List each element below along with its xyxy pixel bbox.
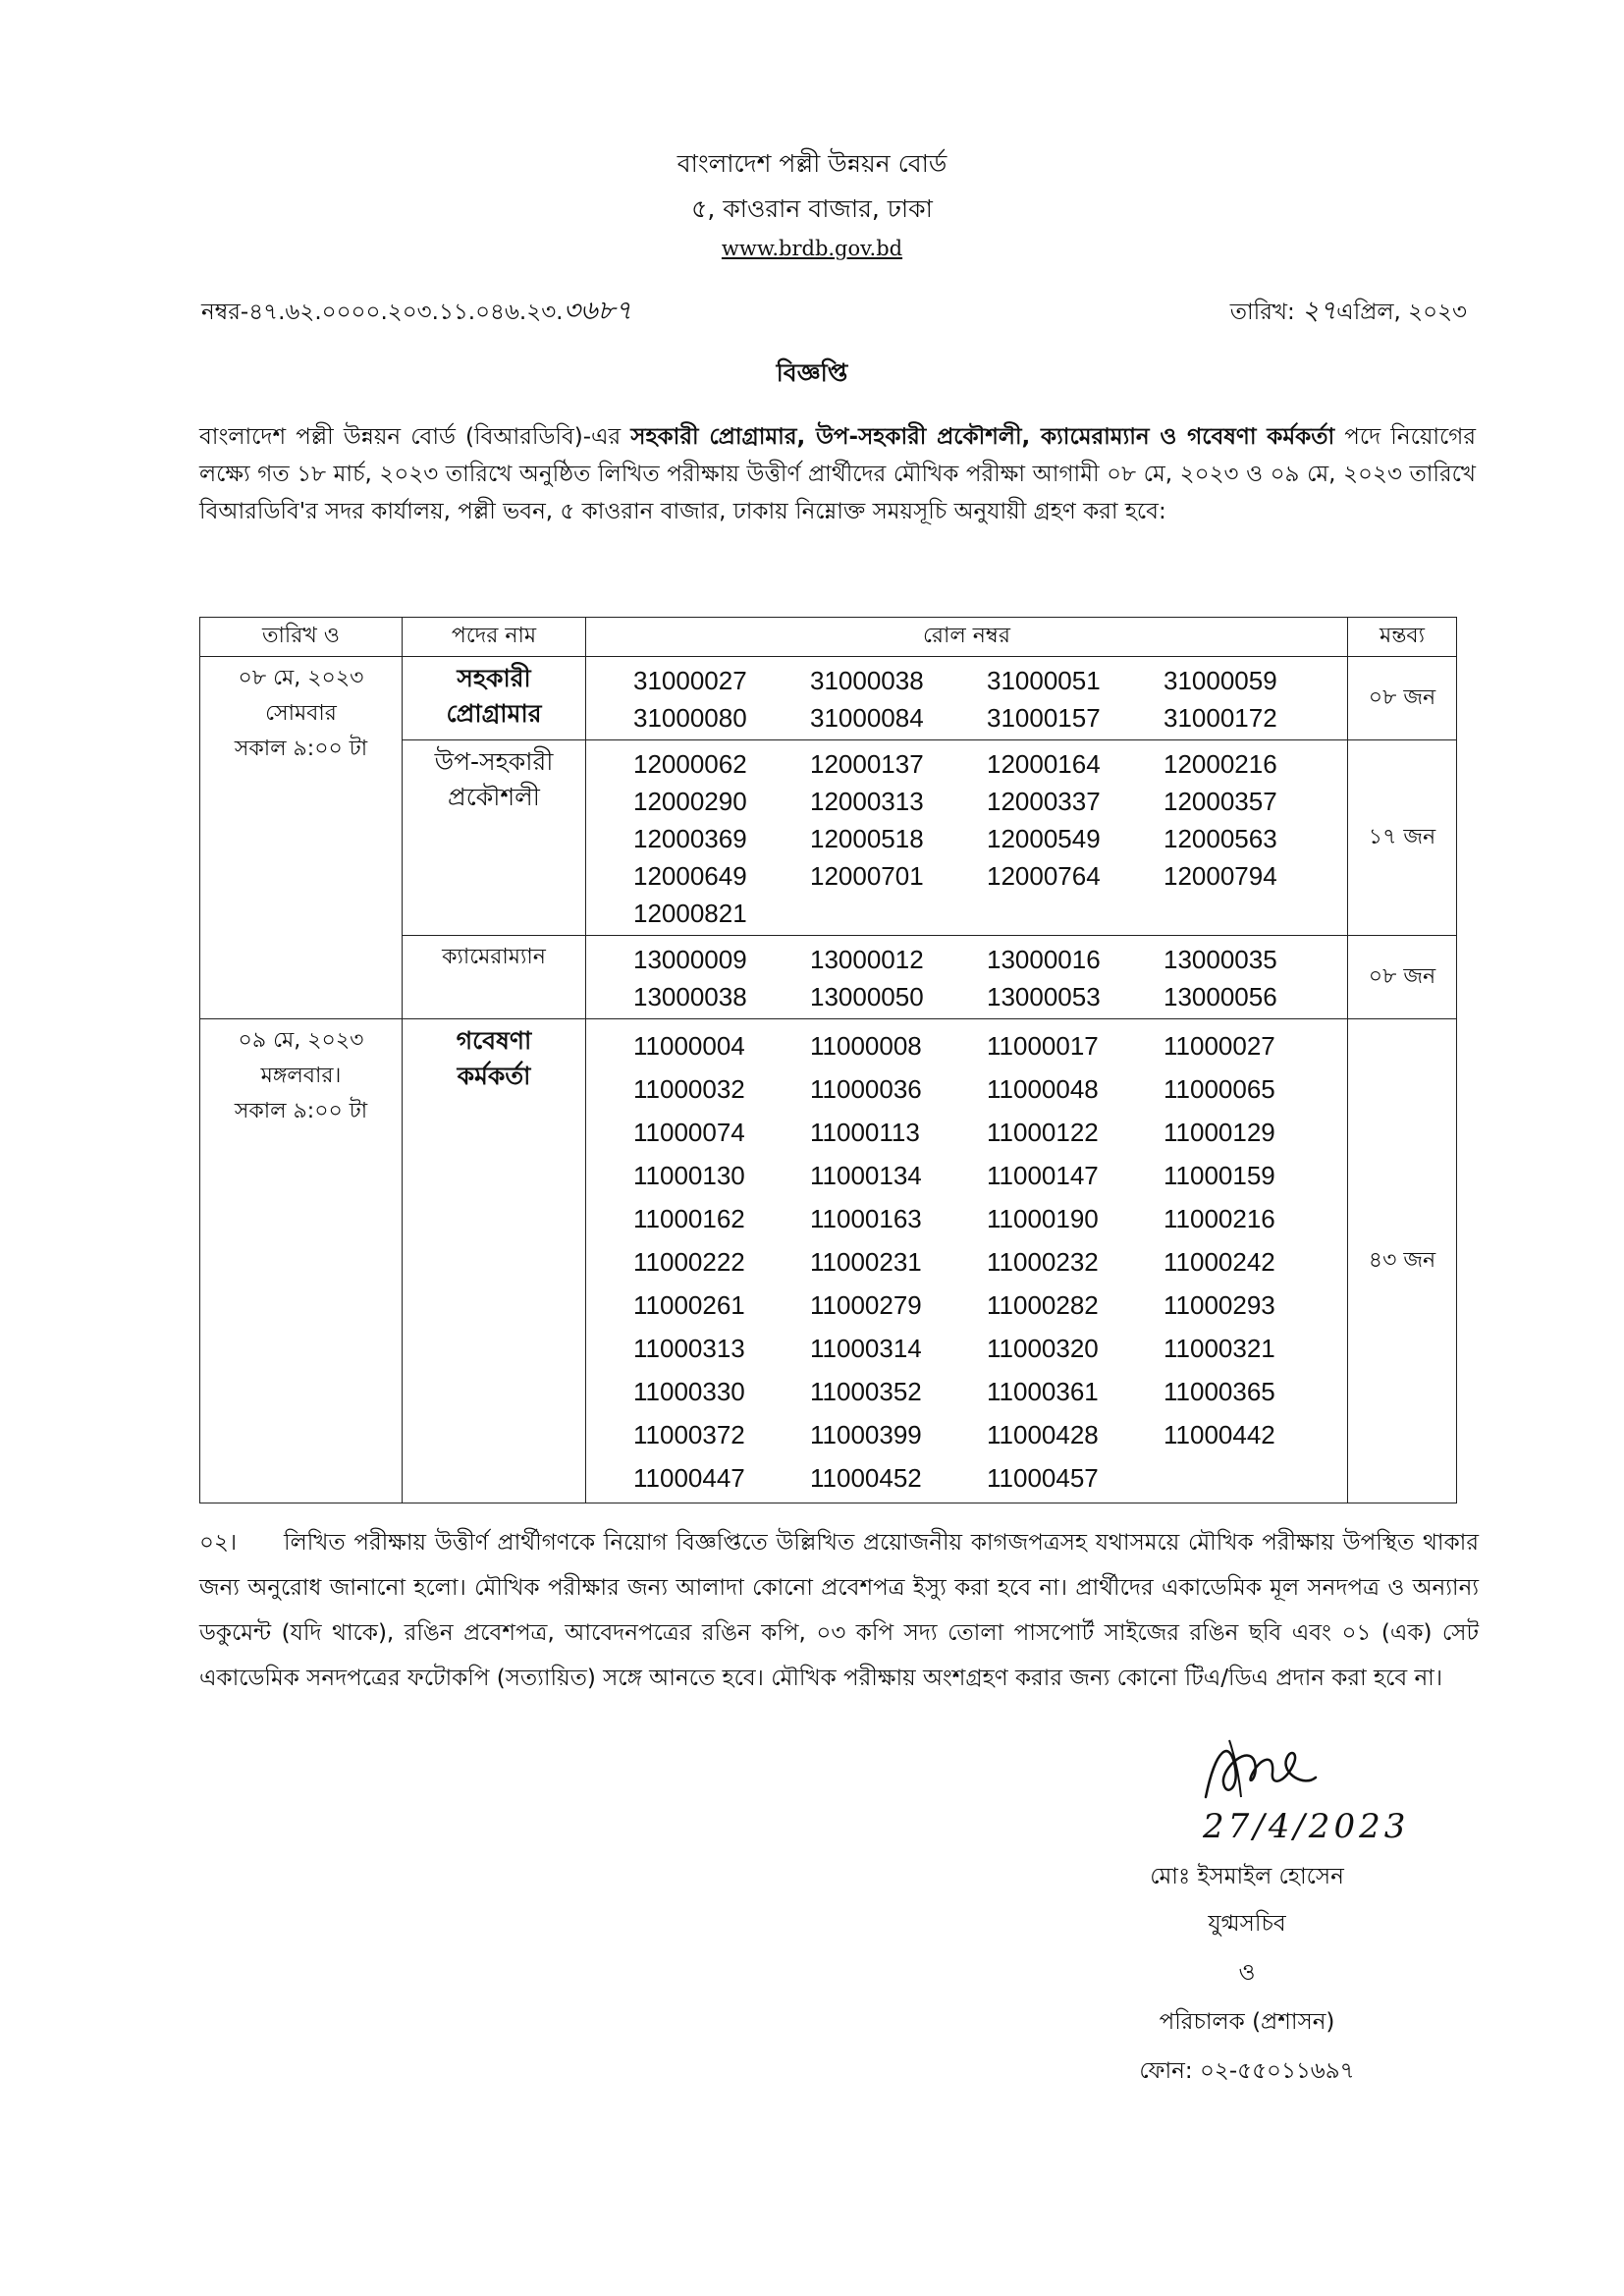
roll-numbers-cell bbox=[586, 936, 1348, 1019]
roll-number: 11000242 bbox=[1164, 1247, 1275, 1277]
schedule-day: সোমবার bbox=[265, 701, 337, 726]
roll-number: 31000084 bbox=[810, 703, 924, 733]
roll-number: 31000059 bbox=[1164, 666, 1277, 695]
table-header-row bbox=[200, 618, 1457, 657]
candidate-count: ১৭ জন bbox=[1348, 740, 1457, 936]
roll-number: 12000337 bbox=[987, 787, 1101, 816]
roll-number: 11000065 bbox=[1164, 1074, 1275, 1104]
roll-number: 12000290 bbox=[633, 787, 747, 816]
roll-number: 12000549 bbox=[987, 824, 1101, 853]
roll-number: 11000048 bbox=[987, 1074, 1099, 1104]
table-row bbox=[200, 1019, 1457, 1503]
roll-number: 11000313 bbox=[633, 1334, 745, 1363]
roll-number: 12000062 bbox=[633, 749, 747, 779]
signatory-phone: ফোন: ০২-৫৫০১১৬৯৭ bbox=[1139, 2058, 1355, 2084]
signature-date-handwritten: 27/4/2023 bbox=[1203, 1807, 1410, 1846]
roll-number: 12000357 bbox=[1164, 787, 1277, 816]
roll-number: 11000279 bbox=[810, 1290, 922, 1320]
roll-number: 31000051 bbox=[987, 666, 1101, 695]
signatory-role: পরিচালক (প্রশাসন) bbox=[1159, 2009, 1335, 2035]
roll-number: 11000162 bbox=[633, 1204, 745, 1233]
roll-number: 12000649 bbox=[633, 861, 747, 891]
roll-number: 11000399 bbox=[810, 1420, 922, 1449]
roll-number: 31000038 bbox=[810, 666, 924, 695]
roll-number: 11000159 bbox=[1164, 1161, 1275, 1190]
roll-number: 11000004 bbox=[633, 1031, 745, 1061]
schedule-date-cell bbox=[200, 1019, 403, 1503]
roll-number: 12000794 bbox=[1164, 861, 1277, 891]
roll-number: 12000563 bbox=[1164, 824, 1277, 853]
post-name-cell bbox=[403, 740, 586, 936]
roll-number: 11000129 bbox=[1164, 1118, 1275, 1147]
candidate-count: ৪৩ জন bbox=[1348, 1019, 1457, 1503]
roll-number-list bbox=[633, 746, 1347, 931]
candidate-count: ০৮ জন bbox=[1348, 657, 1457, 740]
signatory-name: মোঃ ইসমাইল হোসেন bbox=[1150, 1864, 1344, 1889]
table-row bbox=[200, 657, 1457, 740]
roll-numbers-cell bbox=[586, 657, 1348, 740]
roll-number: 11000442 bbox=[1164, 1420, 1275, 1449]
intro-text-2: পদে নিয়োগের লক্ষ্যে গত ১৮ মার্চ, ২০২৩ তারিখে অনুষ্ঠিত লিখিত পরীক্ষায় উত্তীর্ণ প্রার্থীদের মৌখিক পরীক্ষা আগামী ০৮ মে, ২০২৩ ও ০৯ মে, ২০২৩ তারিখে বিআরডিবি'র সদর কার্যালয়, পল্লী ভবন, ৫ কাওরান বাজার, ঢাকায় নিম্নোক্ত সময়সূচি অনুযায়ী গ্রহণ করা হবে: bbox=[199, 424, 1477, 524]
roll-number: 13000035 bbox=[1164, 945, 1277, 974]
roll-number: 11000122 bbox=[987, 1118, 1099, 1147]
instructions-paragraph bbox=[199, 1520, 1479, 1701]
schedule-date: ০৮ মে, ২০২৩ bbox=[238, 666, 364, 690]
roll-number: 11000113 bbox=[810, 1118, 920, 1147]
roll-numbers-cell bbox=[586, 740, 1348, 936]
post-name-line2: কর্মকর্তা bbox=[457, 1062, 531, 1090]
signatory-designation: যুগ্মসচিব bbox=[1208, 1911, 1286, 1937]
post-name-line1: গবেষণা bbox=[456, 1026, 532, 1055]
organization-address: ৫, কাওরান বাজার, ঢাকা bbox=[691, 194, 933, 223]
memo-number-label: নম্বর-৪৭.৬২.০০০০.২০৩.১১.০৪৬.২৩. bbox=[201, 300, 564, 325]
roll-number: 12000821 bbox=[633, 899, 747, 928]
intro-paragraph bbox=[199, 418, 1476, 530]
roll-number: 11000216 bbox=[1164, 1204, 1275, 1233]
roll-number: 11000032 bbox=[633, 1074, 745, 1104]
roll-number: 11000428 bbox=[987, 1420, 1099, 1449]
signatory-conjunction: ও bbox=[1238, 1960, 1256, 1986]
roll-number: 13000050 bbox=[810, 982, 924, 1011]
roll-number: 11000036 bbox=[810, 1074, 922, 1104]
roll-number: 11000293 bbox=[1164, 1290, 1275, 1320]
roll-number: 12000164 bbox=[987, 749, 1101, 779]
roll-number: 31000157 bbox=[987, 703, 1101, 733]
paragraph-number: ০২। bbox=[199, 1530, 238, 1556]
roll-number: 11000365 bbox=[1164, 1377, 1275, 1406]
roll-number: 11000372 bbox=[633, 1420, 745, 1449]
schedule-day: মঙ্গলবার। bbox=[260, 1064, 342, 1088]
roll-number: 11000147 bbox=[987, 1161, 1099, 1190]
roll-number: 11000314 bbox=[810, 1334, 922, 1363]
roll-number: 13000053 bbox=[987, 982, 1101, 1011]
candidate-count: ০৮ জন bbox=[1348, 936, 1457, 1019]
roll-number: 12000518 bbox=[810, 824, 924, 853]
roll-number: 12000313 bbox=[810, 787, 924, 816]
roll-number-list bbox=[633, 942, 1347, 1014]
roll-number-list bbox=[633, 1025, 1347, 1499]
roll-number: 13000038 bbox=[633, 982, 747, 1011]
issue-date bbox=[1230, 291, 1467, 335]
roll-number: 11000163 bbox=[810, 1204, 922, 1233]
roll-number: 31000027 bbox=[633, 666, 747, 695]
post-name-cell bbox=[403, 1019, 586, 1503]
roll-number: 11000452 bbox=[810, 1463, 922, 1493]
roll-number: 11000027 bbox=[1164, 1031, 1275, 1061]
post-name-line1: উপ-সহকারী bbox=[434, 747, 554, 776]
roll-number: 12000764 bbox=[987, 861, 1101, 891]
roll-number: 11000321 bbox=[1164, 1334, 1275, 1363]
roll-number: 13000012 bbox=[810, 945, 924, 974]
organization-name: বাংলাদেশ পল্লী উন্নয়ন বোর্ড bbox=[677, 149, 947, 178]
roll-number: 31000080 bbox=[633, 703, 747, 733]
roll-numbers-cell bbox=[586, 1019, 1348, 1503]
issue-date-label: তারিখ: bbox=[1229, 300, 1295, 325]
roll-number: 11000130 bbox=[633, 1161, 745, 1190]
roll-number: 11000282 bbox=[987, 1290, 1099, 1320]
roll-number: 13000016 bbox=[987, 945, 1101, 974]
roll-number: 12000701 bbox=[810, 861, 924, 891]
schedule-date: ০৯ মে, ২০২৩ bbox=[238, 1028, 364, 1053]
roll-number: 13000009 bbox=[633, 945, 747, 974]
schedule-time: সকাল ৯:০০ টা bbox=[234, 1099, 368, 1123]
roll-number: 12000369 bbox=[633, 824, 747, 853]
roll-number-list bbox=[633, 663, 1347, 736]
intro-posts-bold: সহকারী প্রোগ্রামার, উপ-সহকারী প্রকৌশলী, ক্যামেরাম্যান ও গবেষণা কর্মকর্তা bbox=[630, 424, 1335, 450]
post-name-line1: সহকারী bbox=[457, 664, 531, 692]
issue-date-day-handwritten: ২৭ bbox=[1302, 296, 1337, 326]
roll-number: 12000137 bbox=[810, 749, 924, 779]
post-name-cell bbox=[403, 936, 586, 1019]
post-name-cell bbox=[403, 657, 586, 740]
memo-number-handwritten: ৩৬৮৭ bbox=[563, 296, 632, 326]
roll-number: 11000330 bbox=[633, 1377, 745, 1406]
header-remarks: মন্তব্য bbox=[1348, 618, 1457, 657]
issue-date-rest: এপ্রিল, ২০২৩ bbox=[1336, 300, 1467, 325]
roll-number: 11000261 bbox=[633, 1290, 745, 1320]
roll-number: 11000222 bbox=[633, 1247, 745, 1277]
roll-number: 11000008 bbox=[810, 1031, 922, 1061]
header-post: পদের নাম bbox=[403, 618, 586, 657]
interview-schedule-table bbox=[199, 617, 1457, 1503]
roll-number: 11000074 bbox=[633, 1118, 745, 1147]
paragraph-text: লিখিত পরীক্ষায় উত্তীর্ণ প্রার্থীগণকে নিয়োগ বিজ্ঞপ্তিতে উল্লিখিত প্রয়োজনীয় কাগজপত্রসহ যথাসময়ে মৌখিক পরীক্ষায় উপস্থিত থাকার জন্য অনুরোধ জানানো হলো। মৌখিক পরীক্ষার জন্য আলাদা কোনো প্রবেশপত্র ইস্যু করা হবে না। প্রার্থীদের একাডেমিক মূল সনদপত্র ও অন্যান্য ডকুমেন্ট (যদি থাকে), রঙিন প্রবেশপত্র, আবেদনপত্রের রঙিন কপি, ০৩ কপি সদ্য তোলা পাসপোর্ট সাইজের রঙিন ছবি এবং ০১ (এক) সেট একাডেমিক সনদপত্রের ফটোকপি (সত্যায়িত) সঙ্গে আনতে হবে। মৌখিক পরীক্ষায় অংশগ্রহণ করার জন্য কোনো টিএ/ডিএ প্রদান করা হবে না। bbox=[199, 1530, 1479, 1691]
roll-number: 31000172 bbox=[1164, 703, 1277, 733]
roll-number: 11000361 bbox=[987, 1377, 1099, 1406]
post-name-line2: প্রকৌশলী bbox=[448, 783, 540, 811]
post-name-line2: প্রোগ্রামার bbox=[446, 699, 542, 728]
roll-number: 11000352 bbox=[810, 1377, 922, 1406]
post-name-line1: ক্যামেরাম্যান bbox=[442, 945, 546, 969]
schedule-time: সকাল ৯:০০ টা bbox=[234, 737, 368, 761]
roll-number: 11000457 bbox=[987, 1463, 1099, 1493]
header-date: তারিখ ও bbox=[200, 618, 403, 657]
intro-text-1: বাংলাদেশ পল্লী উন্নয়ন বোর্ড (বিআরডিবি)-এর bbox=[199, 424, 631, 450]
roll-number: 11000447 bbox=[633, 1463, 745, 1493]
notice-title: বিজ্ঞপ্তি bbox=[776, 358, 848, 387]
roll-number: 11000232 bbox=[987, 1247, 1099, 1277]
roll-number: 11000231 bbox=[810, 1247, 922, 1277]
schedule-date-cell bbox=[200, 657, 403, 1019]
roll-number: 11000017 bbox=[987, 1031, 1099, 1061]
roll-number: 11000190 bbox=[987, 1204, 1099, 1233]
roll-number: 11000320 bbox=[987, 1334, 1099, 1363]
organization-website-link[interactable]: www.brdb.gov.bd bbox=[721, 237, 903, 260]
header-roll: রোল নম্বর bbox=[586, 618, 1348, 657]
roll-number: 12000216 bbox=[1164, 749, 1277, 779]
handwritten-signature bbox=[1196, 1728, 1324, 1817]
roll-number: 13000056 bbox=[1164, 982, 1277, 1011]
memo-number bbox=[201, 291, 632, 335]
roll-number: 11000134 bbox=[810, 1161, 922, 1190]
